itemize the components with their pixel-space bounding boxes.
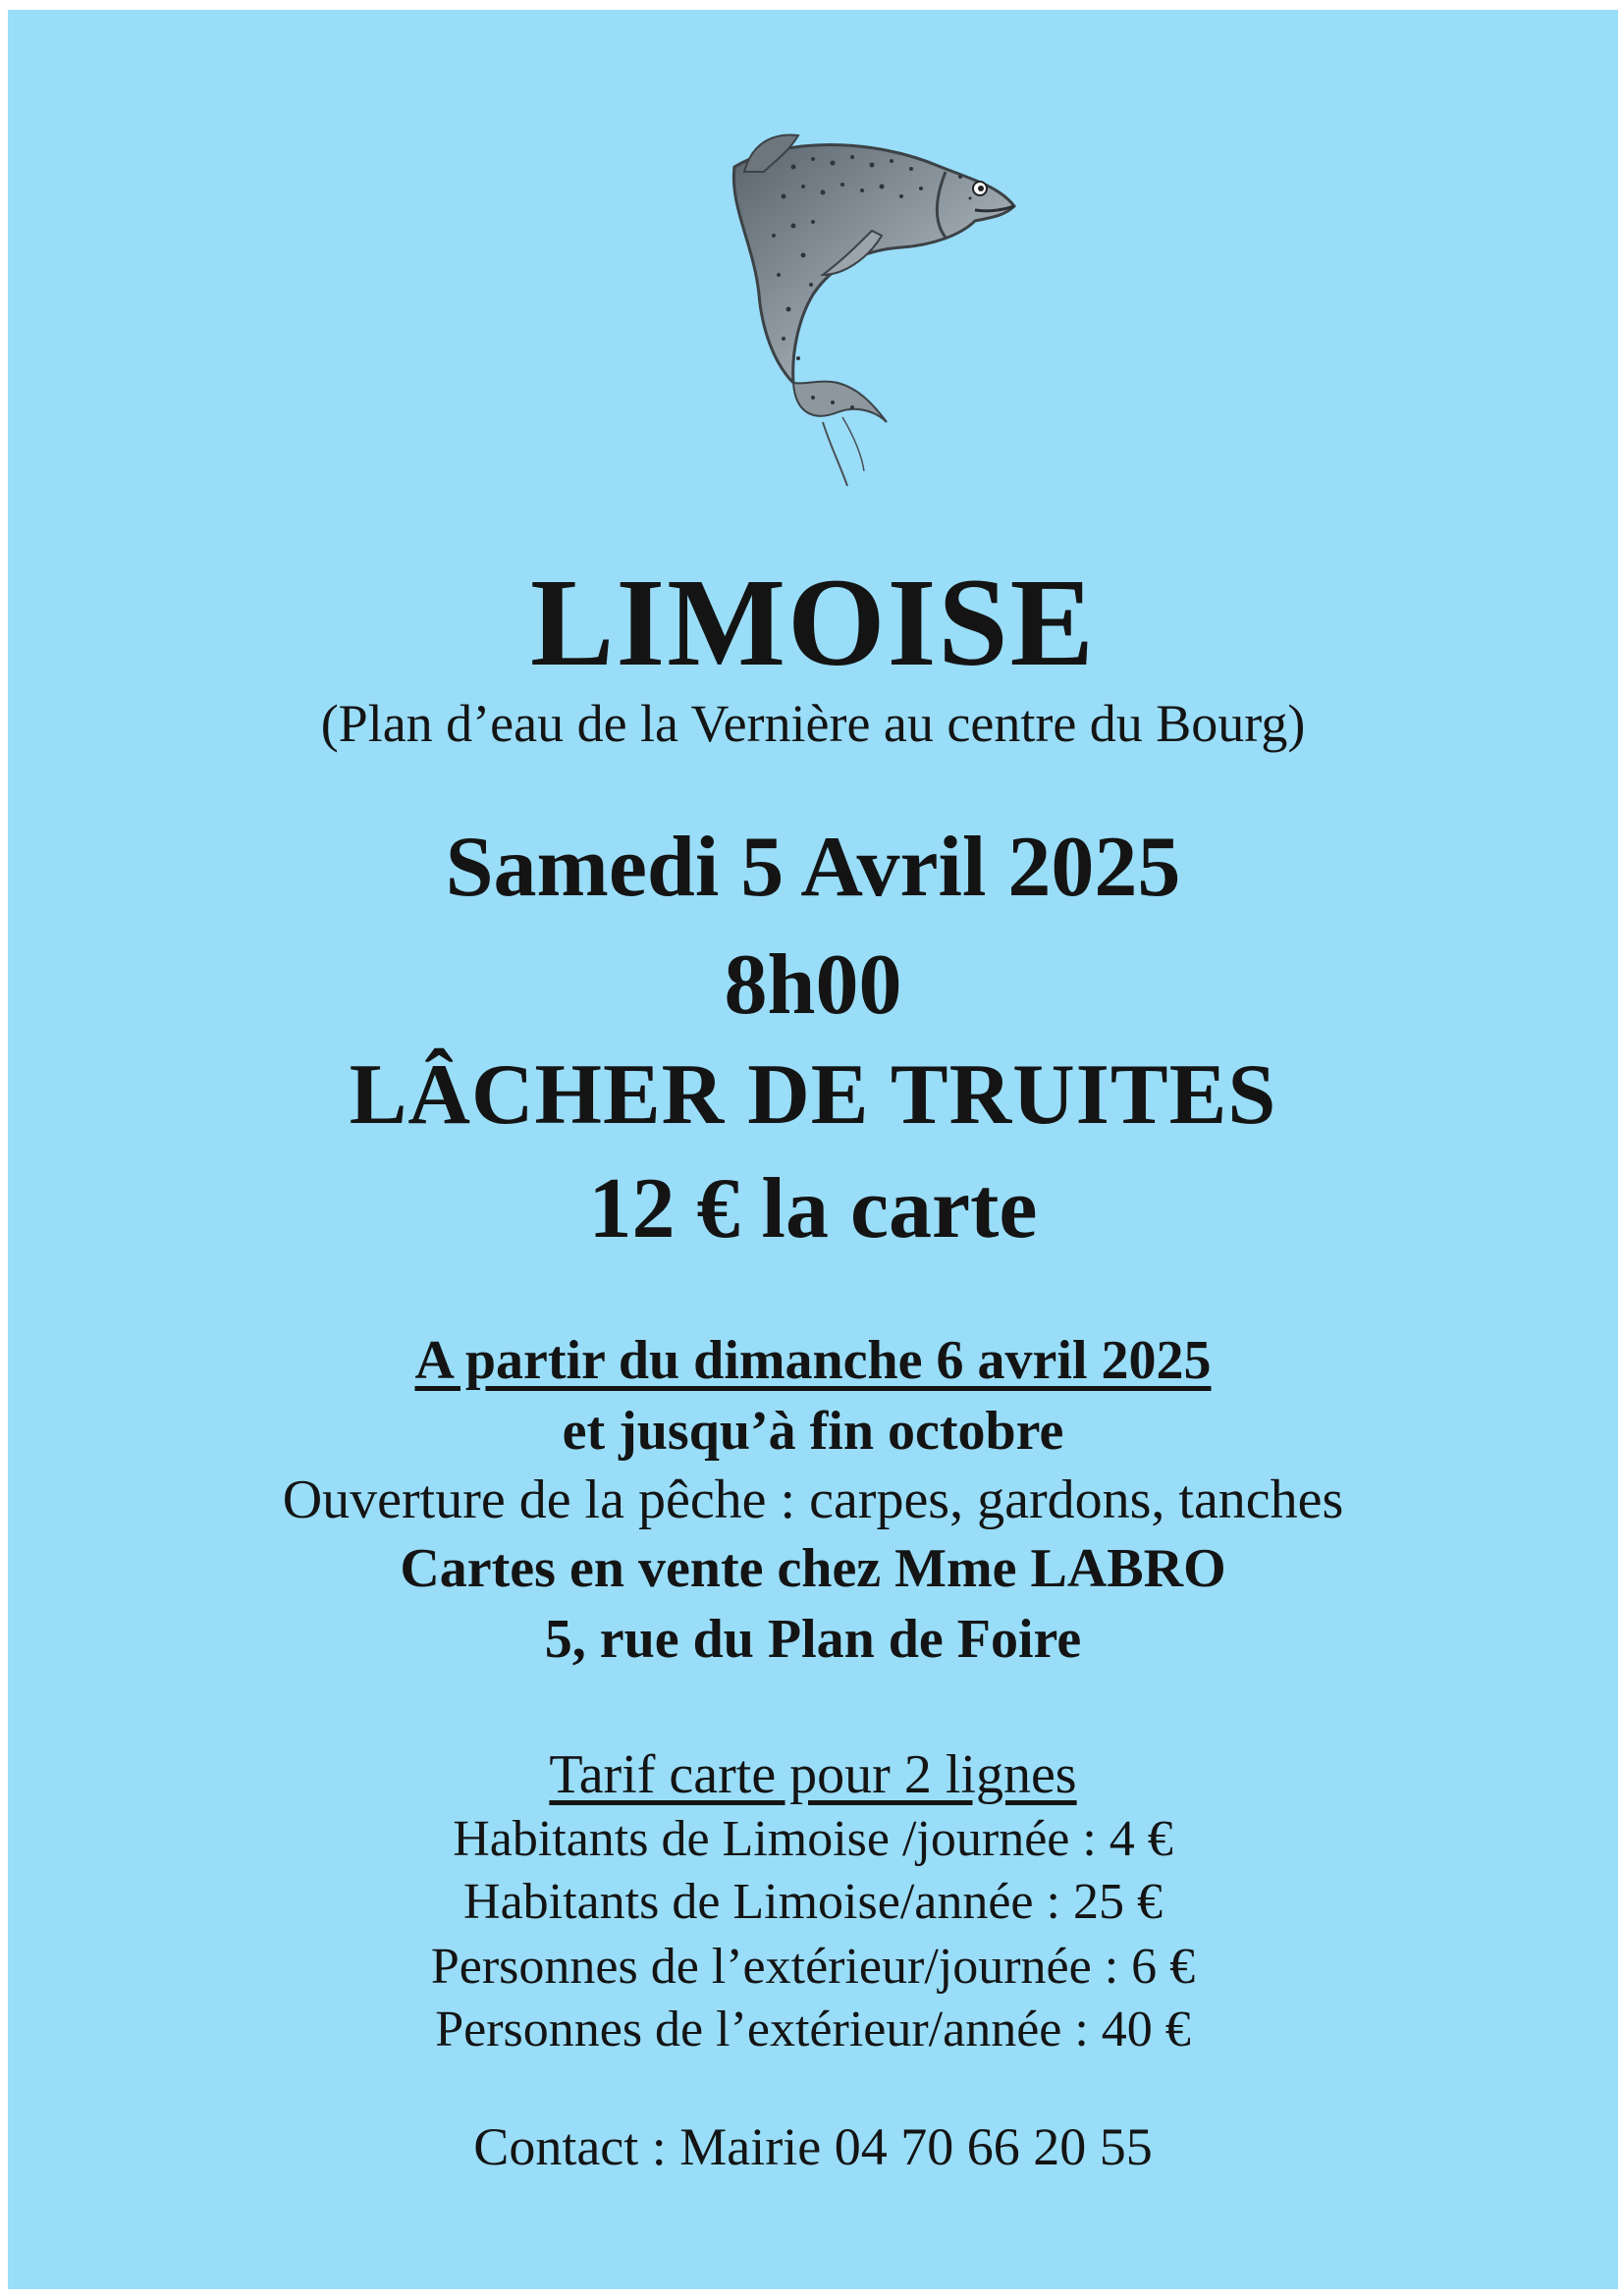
trout-icon xyxy=(676,128,1049,501)
event-price: 12 € la carte xyxy=(588,1161,1038,1256)
poster-sheet xyxy=(8,10,1618,2289)
contact-info: Contact : Mairie 04 70 66 20 55 xyxy=(473,2117,1153,2176)
tariff-rate: Habitants de Limoise/année : 25 € xyxy=(463,1874,1163,1930)
event-time: 8h00 xyxy=(724,937,902,1033)
tariff-heading: Tarif carte pour 2 lignes xyxy=(549,1744,1077,1805)
tariff-rate: Personnes de l’extérieur/année : 40 € xyxy=(435,2002,1191,2057)
card-sales-point: Cartes en vente chez Mme LABRO xyxy=(400,1538,1226,1599)
event-date: Samedi 5 Avril 2025 xyxy=(445,820,1181,915)
season-start: A partir du dimanche 6 avril 2025 xyxy=(414,1330,1212,1391)
fishing-opening: Ouverture de la pêche : carpes, gardons, tanches xyxy=(282,1469,1344,1530)
poster-subtitle: (Plan d’eau de la Vernière au centre du Bourg) xyxy=(320,694,1306,753)
sales-address: 5, rue du Plan de Foire xyxy=(544,1609,1082,1670)
tariff-rate: Habitants de Limoise /journée : 4 € xyxy=(453,1811,1173,1867)
poster-title: LIMOISE xyxy=(530,553,1096,692)
season-end: et jusqu’à fin octobre xyxy=(562,1401,1064,1462)
tariff-rate: Personnes de l’extérieur/journée : 6 € xyxy=(430,1939,1196,1995)
event-name: LÂCHER DE TRUITES xyxy=(349,1047,1277,1143)
